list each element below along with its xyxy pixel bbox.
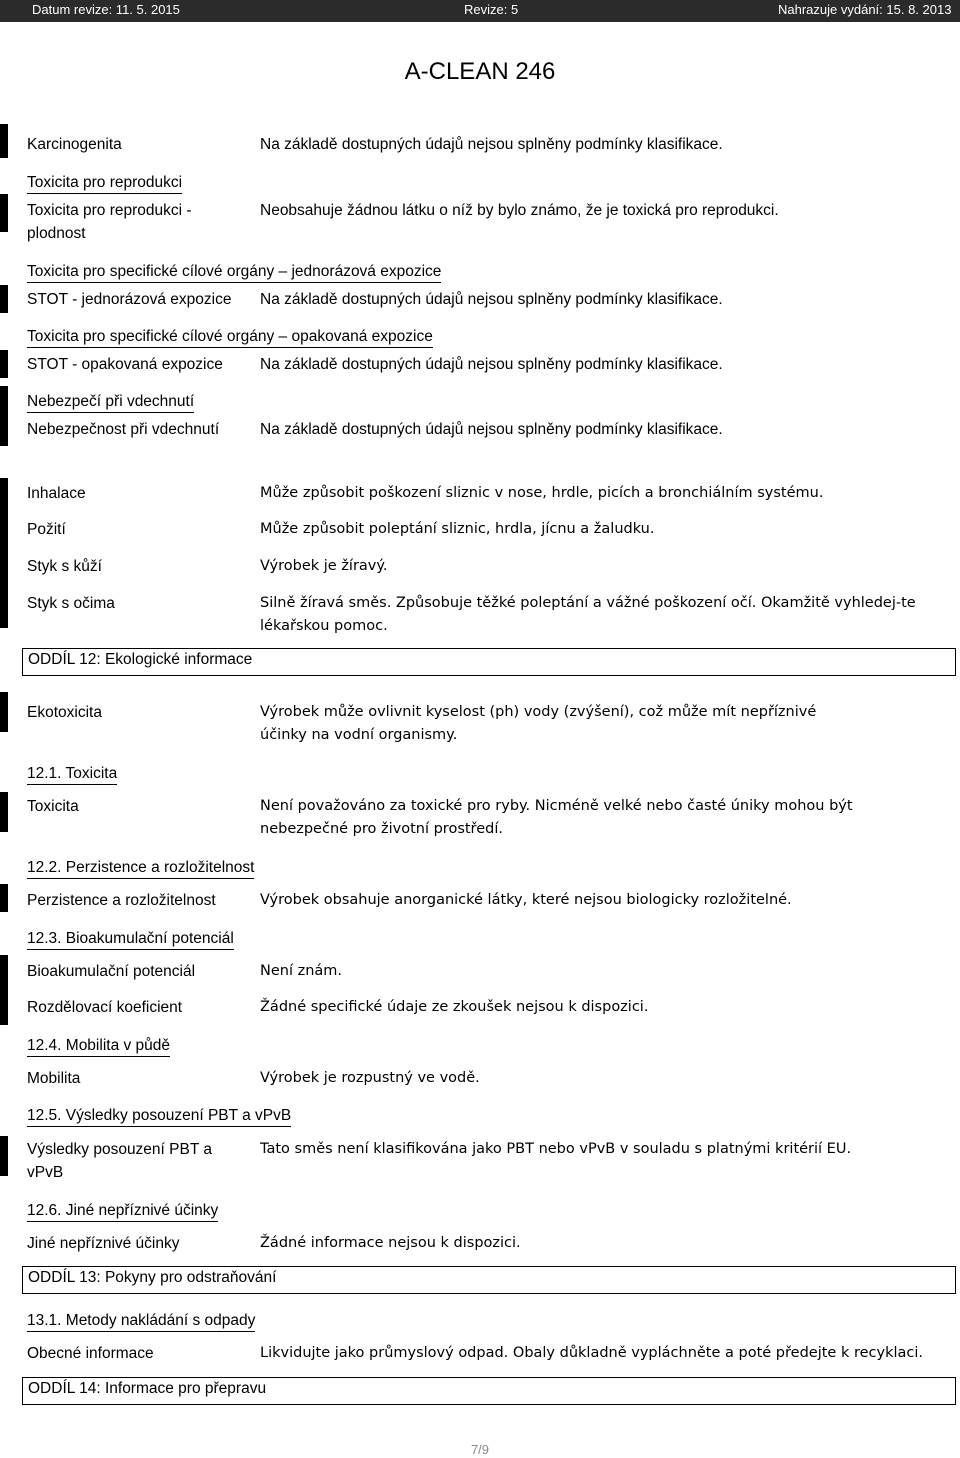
bioaccumulation-label: Bioakumulační potenciál [27, 963, 196, 980]
section-13-box [22, 1266, 956, 1294]
ecotoxicity-value: Výrobek může ovlivnit kyselost (ph) vody (zvýšení), což může mít nepříznivé účinky na vodní organismy. [260, 704, 817, 743]
subsection-12-6-heading [27, 1199, 218, 1222]
pbt-assessment-label-line2: vPvB [27, 1164, 64, 1181]
stot-se-label: STOT - jednorázová expozice [27, 291, 232, 308]
general-info-value: Likvidujte jako průmyslový odpad. Obaly důkladně vypláchněte a poté předejte k recyklaci. [260, 1345, 923, 1361]
revision-marker [0, 350, 8, 378]
persistence-label: Perzistence a rozložitelnost [27, 892, 216, 909]
toxicity-label: Toxicita [27, 798, 79, 815]
section-12-box [22, 648, 956, 676]
subsection-12-4-heading-text: 12.4. Mobilita v půdě [27, 1037, 170, 1057]
product-title: A-CLEAN 246 [404, 58, 556, 85]
aspiration-heading-text: Nebezpečí při vdechnutí [27, 393, 194, 413]
ingestion-value: Může způsobit poleptání sliznic, hrdla, jícnu a žaludku. [260, 521, 655, 537]
subsection-12-2-heading [27, 856, 254, 879]
stot-re-heading-text: Toxicita pro specifické cílové orgány – opakovaná expozice [27, 328, 433, 348]
bioaccumulation-value: Není znám. [260, 963, 343, 979]
repro-heading-text: Toxicita pro reprodukci [27, 174, 182, 194]
subsection-13-1-heading [27, 1309, 255, 1332]
other-effects-label: Jiné nepříznivé účinky [27, 1235, 180, 1252]
document-header-bar [0, 0, 960, 22]
section-14-title: ODDÍL 14: Informace pro přepravu [28, 1380, 267, 1397]
revision-marker [0, 386, 8, 446]
stot-re-value: Na základě dostupných údajů nejsou splněny podmínky klasifikace. [260, 356, 723, 373]
replaces-issue: Nahrazuje vydání: 15. 8. 2013 [778, 2, 952, 17]
other-effects-value: Žádné informace nejsou k dispozici. [260, 1235, 521, 1251]
carcinogenicity-value: Na základě dostupných údajů nejsou splněny podmínky klasifikace. [260, 136, 723, 153]
subsection-13-1-heading-text: 13.1. Metody nakládání s odpady [27, 1312, 255, 1332]
pbt-assessment-value: Tato směs není klasifikována jako PBT nebo vPvB v souladu s platnými kritérií EU. [260, 1141, 852, 1157]
inhalation-value: Může způsobit poškození sliznic v nose, hrdle, picích a bronchiálním systému. [260, 485, 824, 501]
carcinogenicity-label: Karcinogenita [27, 136, 122, 153]
eye-contact-value: Silně žíravá směs. Způsobuje těžké poleptání a vážné poškození očí. Okamžitě vyhledej-te lékařskou pomoc. [260, 595, 916, 634]
aspiration-label: Nebezpečnost při vdechnutí [27, 421, 220, 438]
revision-marker [0, 124, 8, 158]
subsection-12-1-heading-text: 12.1. Toxicita [27, 765, 117, 785]
revision-marker [0, 285, 8, 313]
revision-marker [0, 692, 8, 732]
ecotoxicity-label: Ekotoxicita [27, 704, 102, 721]
stot-re-label: STOT - opakovaná expozice [27, 356, 223, 373]
subsection-12-2-heading-text: 12.2. Perzistence a rozložitelnost [27, 859, 254, 879]
subsection-12-3-heading [27, 927, 234, 950]
section-12-title: ODDÍL 12: Ekologické informace [28, 651, 253, 668]
stot-se-value: Na základě dostupných údajů nejsou splněny podmínky klasifikace. [260, 291, 723, 308]
subsection-12-6-heading-text: 12.6. Jiné nepříznivé účinky [27, 1202, 218, 1222]
aspiration-value: Na základě dostupných údajů nejsou splněny podmínky klasifikace. [260, 421, 723, 438]
section-14-box [22, 1377, 956, 1405]
eye-contact-label: Styk s očima [27, 595, 115, 612]
page-number: 7/9 [470, 1442, 490, 1457]
ingestion-label: Požití [27, 521, 66, 538]
repro-fertility-label: Toxicita pro reprodukci - [27, 202, 192, 219]
revision-marker [0, 1136, 8, 1176]
stot-se-heading-text: Toxicita pro specifické cílové orgány – jednorázová expozice [27, 263, 441, 283]
skin-contact-value: Výrobek je žíravý. [260, 558, 388, 574]
partition-coefficient-value: Žádné specifické údaje ze zkoušek nejsou k dispozici. [260, 999, 649, 1015]
subsection-12-5-heading-text: 12.5. Výsledky posouzení PBT a vPvB [27, 1107, 291, 1127]
subsection-12-3-heading-text: 12.3. Bioakumulační potenciál [27, 930, 234, 950]
revision-marker [0, 884, 8, 912]
subsection-12-1-heading [27, 762, 117, 785]
revision-date: Datum revize: 11. 5. 2015 [32, 2, 180, 17]
persistence-value: Výrobek obsahuje anorganické látky, které nejsou biologicky rozložitelné. [260, 892, 792, 908]
partition-coefficient-label: Rozdělovací koeficient [27, 999, 183, 1016]
repro-heading [27, 171, 182, 194]
skin-contact-label: Styk s kůží [27, 558, 102, 575]
inhalation-label: Inhalace [27, 485, 86, 502]
section-13-title: ODDÍL 13: Pokyny pro odstraňování [28, 1269, 277, 1286]
pbt-assessment-label: Výsledky posouzení PBT a [27, 1141, 212, 1158]
revision-marker [0, 478, 8, 628]
toxicity-value: Není považováno za toxické pro ryby. Nicméně velké nebo časté úniky mohou být nebezpečné pro životní prostředí. [260, 798, 853, 837]
mobility-value: Výrobek je rozpustný ve vodě. [260, 1070, 480, 1086]
subsection-12-5-heading [27, 1104, 291, 1127]
general-info-label: Obecné informace [27, 1345, 154, 1362]
subsection-12-4-heading [27, 1034, 170, 1057]
mobility-label: Mobilita [27, 1070, 81, 1087]
aspiration-heading [27, 390, 194, 413]
revision-marker [0, 194, 8, 232]
repro-fertility-label-line2: plodnost [27, 225, 86, 242]
stot-se-heading [27, 260, 441, 283]
revision-marker [0, 955, 8, 1025]
revision-marker [0, 792, 8, 832]
stot-re-heading [27, 325, 433, 348]
revision-number: Revize: 5 [464, 2, 519, 17]
repro-fertility-value: Neobsahuje žádnou látku o níž by bylo známo, že je toxická pro reprodukci. [260, 202, 779, 219]
